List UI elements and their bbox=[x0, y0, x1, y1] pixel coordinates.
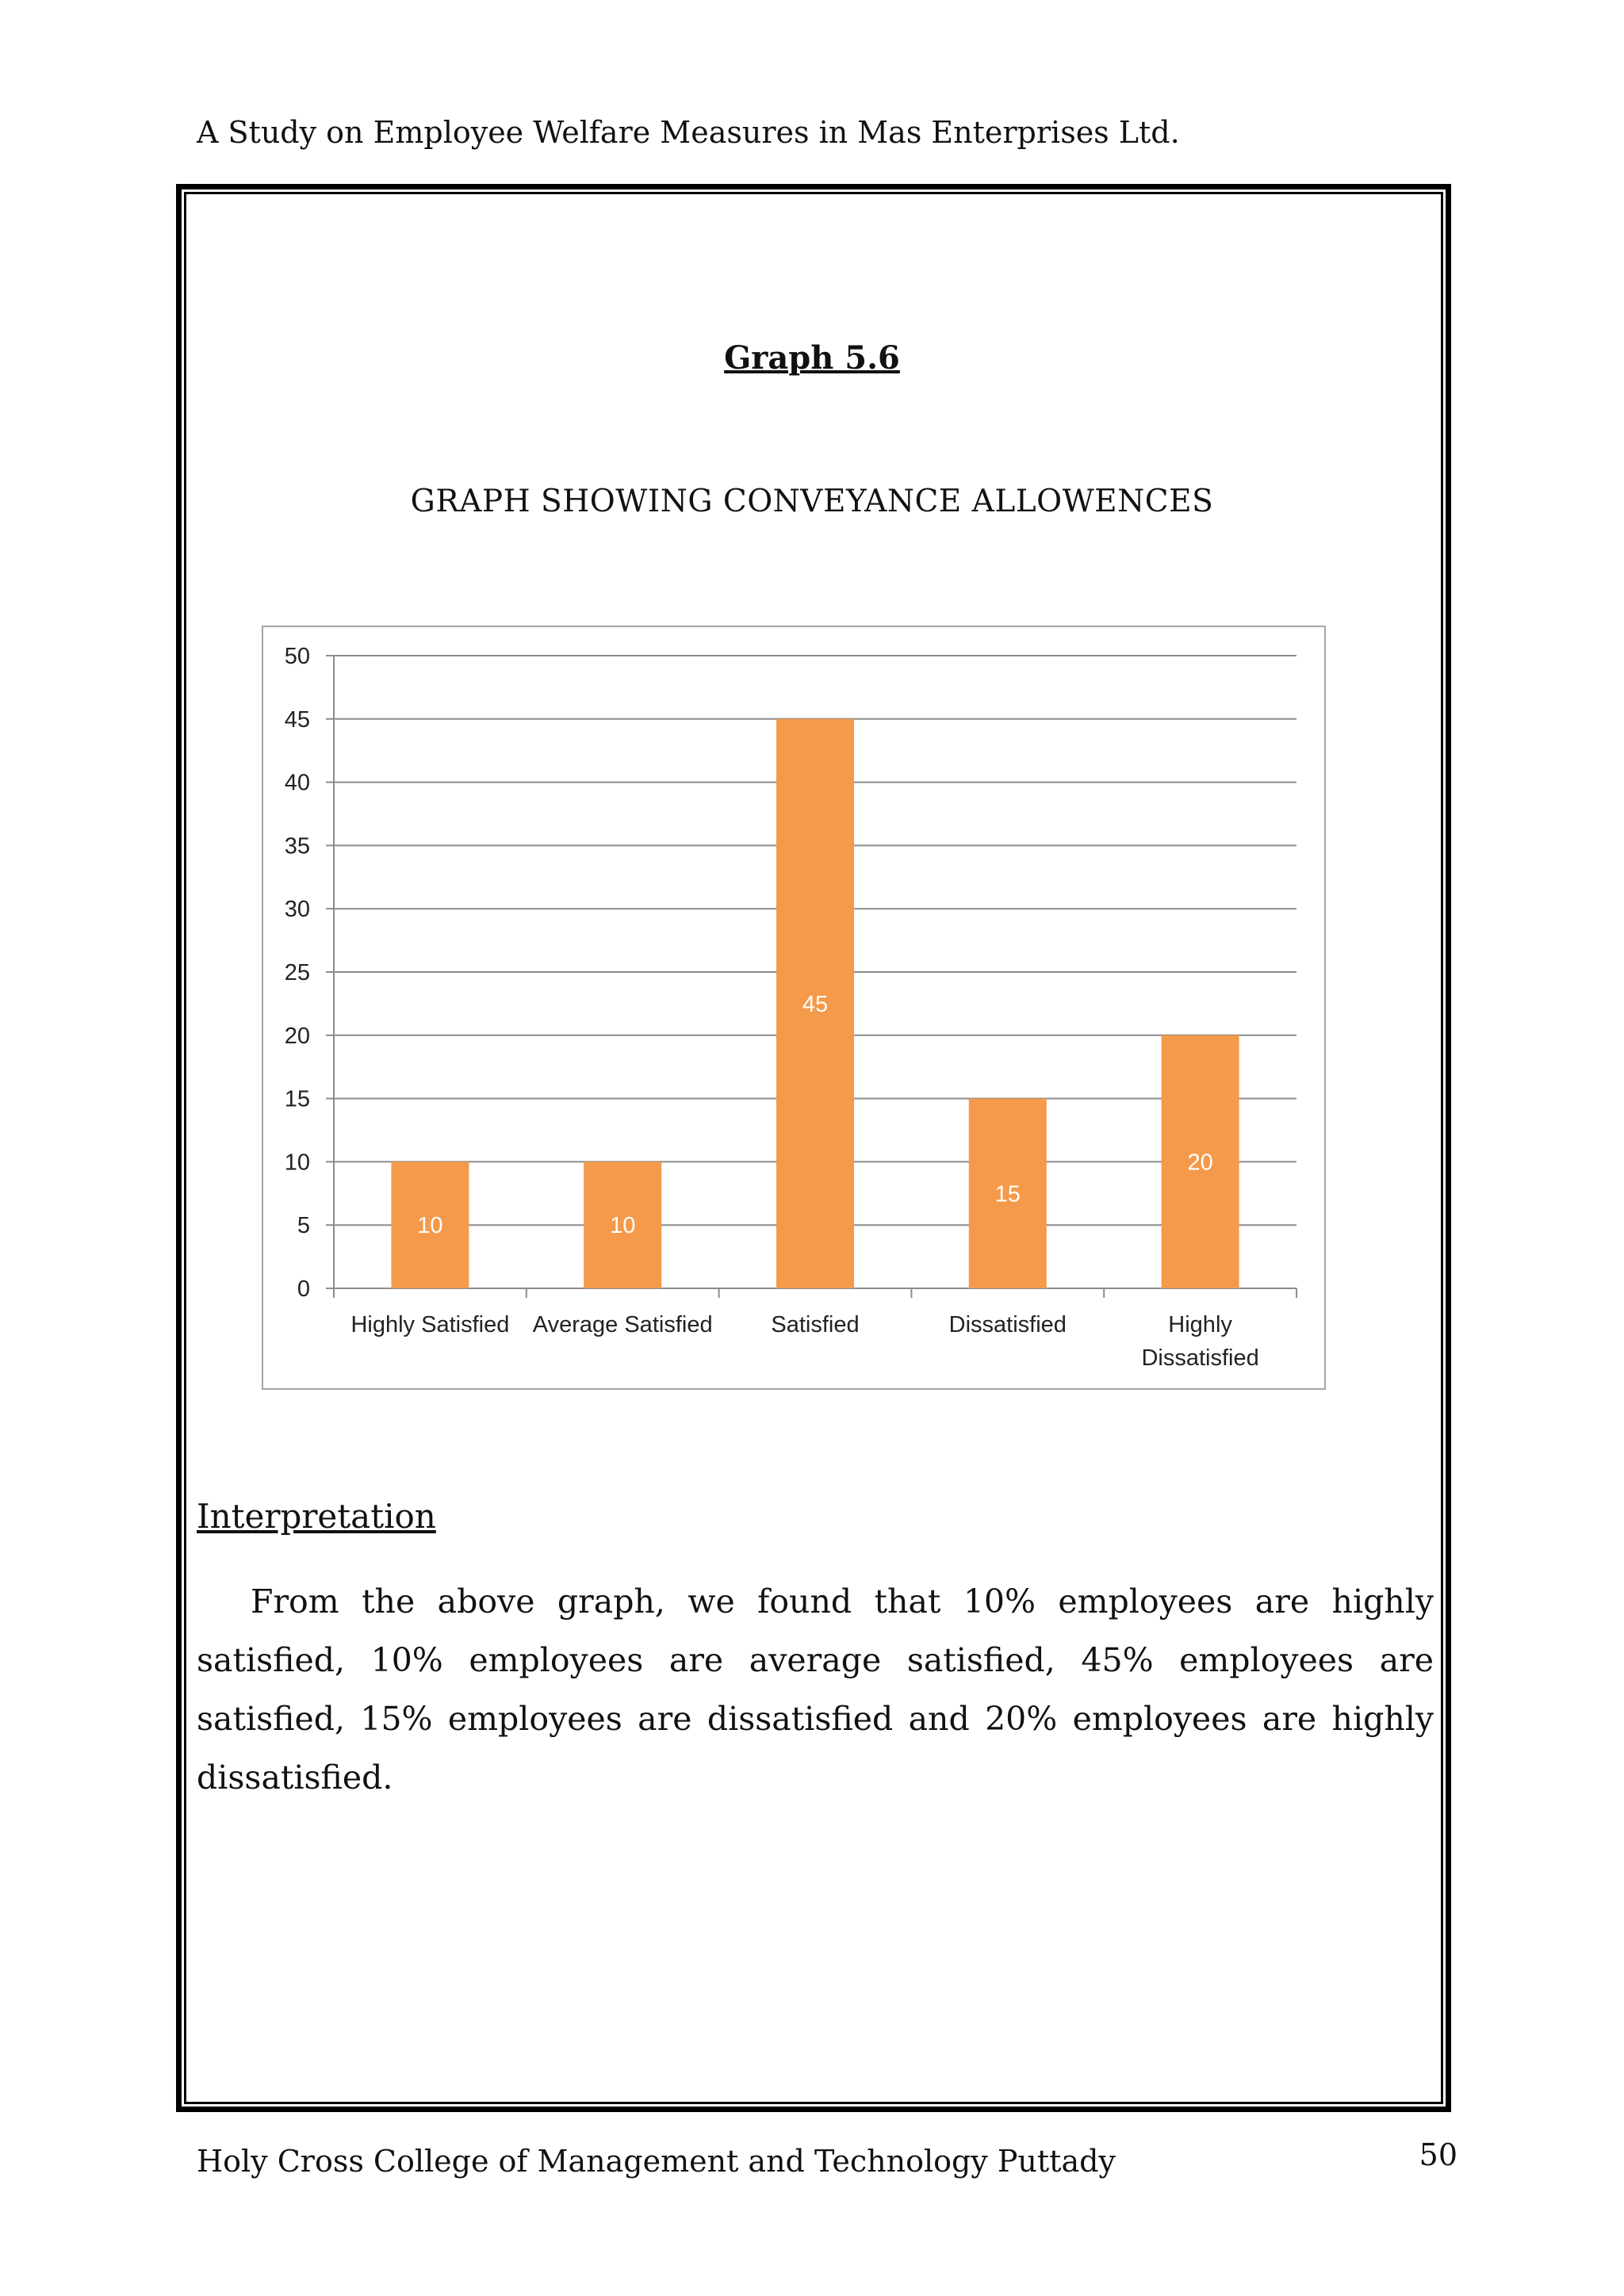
bar-chart bbox=[262, 626, 1326, 1390]
y-tick-label: 50 bbox=[284, 644, 310, 669]
data-label-1: 10 bbox=[610, 1213, 636, 1239]
footer-institution: Holy Cross College of Management and Technology Puttady bbox=[197, 2144, 1116, 2179]
page-number: 50 bbox=[1419, 2137, 1457, 2172]
y-tick-label: 30 bbox=[284, 897, 310, 923]
x-category-label-4: Highly Dissatisfied bbox=[1141, 1312, 1259, 1371]
graph-number: Graph 5.6 bbox=[724, 339, 900, 377]
x-category-label-0: Highly Satisfied bbox=[350, 1312, 510, 1337]
data-label-4: 20 bbox=[1187, 1150, 1213, 1176]
y-tick-label: 15 bbox=[284, 1086, 310, 1112]
y-tick-label: 40 bbox=[284, 770, 310, 796]
y-tick-label: 10 bbox=[284, 1150, 310, 1176]
y-tick-label: 0 bbox=[297, 1276, 310, 1302]
data-label-3: 15 bbox=[994, 1181, 1021, 1207]
y-tick-label: 45 bbox=[284, 706, 310, 733]
x-category-label-1: Average Satisfied bbox=[532, 1312, 713, 1337]
running-header: A Study on Employee Welfare Measures in Mas Enterprises Ltd. bbox=[197, 115, 1180, 150]
interpretation-heading: Interpretation bbox=[197, 1497, 436, 1536]
data-label-2: 45 bbox=[802, 991, 829, 1017]
y-tick-label: 20 bbox=[284, 1023, 310, 1049]
interpretation-text: From the above graph, we found that 10% employees are highly satisfied, 10% employees are average satisfied, 45% employees are satisfied, 15% employees are dissatisfied and 20% employees are highly dissatisfied. bbox=[197, 1582, 1434, 1797]
data-label-0: 10 bbox=[417, 1213, 443, 1239]
x-category-label-3: Dissatisfied bbox=[948, 1312, 1067, 1337]
graph-title: GRAPH SHOWING CONVEYANCE ALLOWENCES bbox=[410, 484, 1214, 519]
y-tick-label: 25 bbox=[284, 960, 310, 985]
x-category-label-2: Satisfied bbox=[771, 1312, 860, 1337]
y-tick-label: 5 bbox=[297, 1213, 310, 1239]
y-tick-label: 35 bbox=[284, 833, 310, 859]
